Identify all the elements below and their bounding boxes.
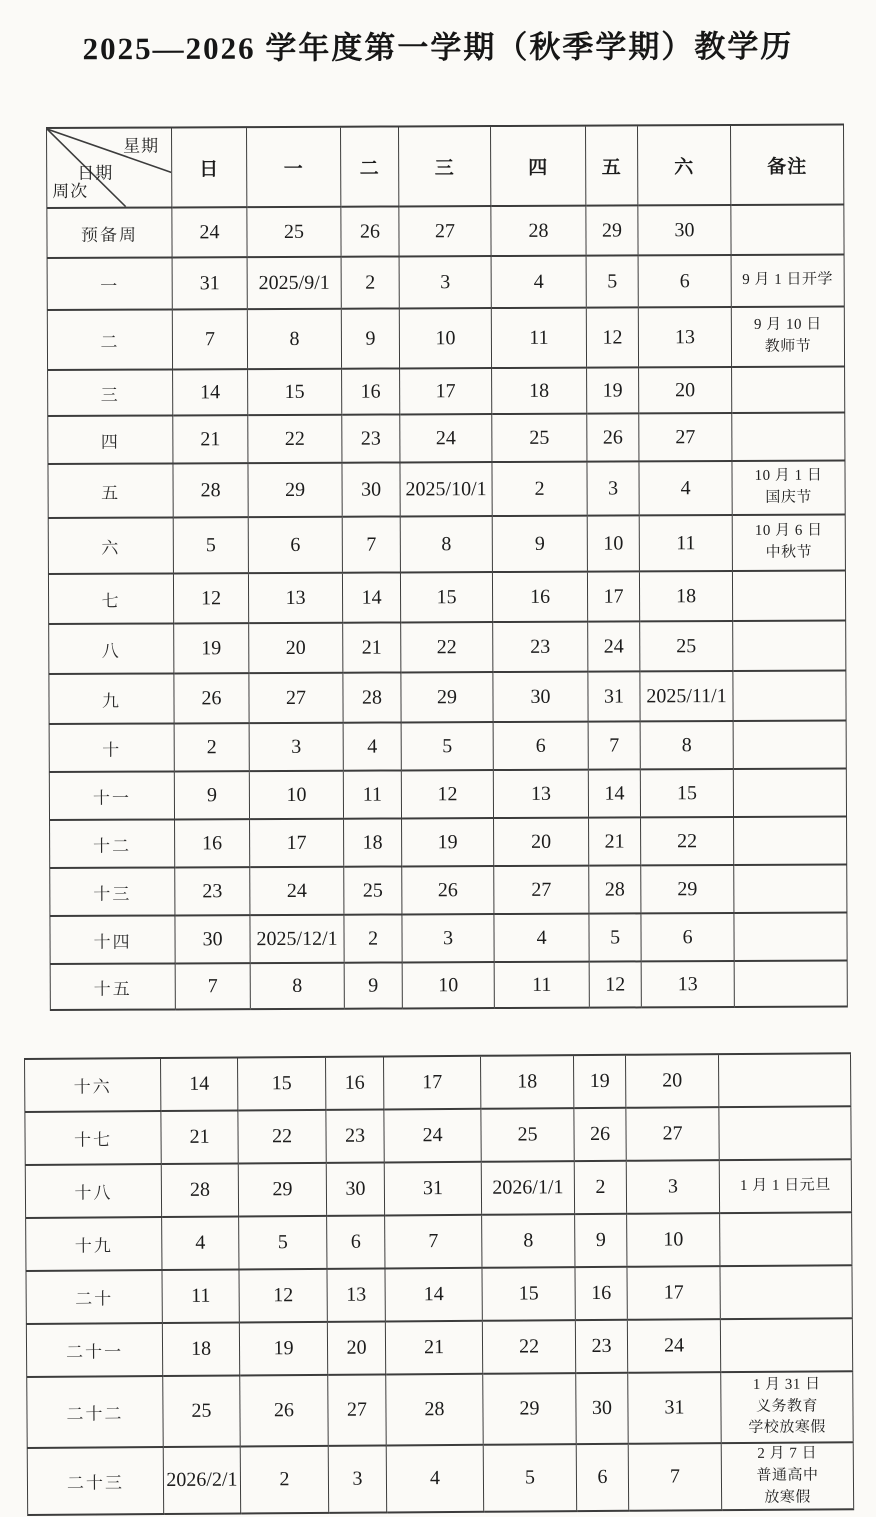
day-cell: 20 (625, 1054, 718, 1108)
day-cell: 21 (343, 622, 401, 672)
day-cell: 31 (628, 1372, 721, 1444)
week-label: 十七 (25, 1111, 161, 1165)
day-cell: 19 (239, 1322, 327, 1376)
header-row (47, 125, 844, 208)
day-cell: 22 (238, 1110, 326, 1164)
day-cell: 20 (249, 623, 343, 673)
week-label: 九 (49, 673, 174, 724)
day-cell: 11 (162, 1270, 239, 1324)
week-label: 七 (48, 573, 173, 624)
day-cell: 7 (588, 721, 640, 769)
day-cell: 27 (639, 413, 732, 461)
calendar-table-upper (46, 124, 848, 1011)
day-cell: 24 (400, 414, 492, 462)
day-cell: 28 (343, 672, 401, 722)
week-label: 二 (47, 309, 172, 370)
notes-header: 备注 (730, 125, 843, 205)
day-header-fri: 五 (585, 125, 637, 205)
week-label: 六 (48, 517, 173, 574)
corner-weekno-label: 周次 (52, 181, 89, 201)
day-cell: 6 (493, 722, 588, 770)
day-cell: 2025/11/1 (640, 671, 733, 721)
table-row (48, 461, 845, 518)
day-cell: 5 (173, 517, 248, 573)
note-cell (734, 961, 847, 1007)
week-label: 五 (48, 463, 173, 518)
week-label: 十 (49, 723, 174, 772)
week-label: 二十 (26, 1270, 162, 1324)
note-cell: 2 月 7 日 普通高中 放寒假 (721, 1442, 853, 1510)
day-cell: 11 (494, 962, 589, 1008)
day-cell: 25 (247, 207, 341, 257)
day-cell: 5 (586, 255, 638, 307)
note-cell (731, 205, 844, 255)
note-cell (720, 1212, 852, 1266)
day-cell: 11 (639, 515, 732, 571)
week-label: 十五 (50, 963, 175, 1010)
day-cell: 24 (384, 1109, 481, 1163)
day-cell: 7 (175, 963, 250, 1009)
day-cell: 25 (640, 621, 733, 671)
day-cell: 10 (399, 308, 491, 368)
day-cell: 10 (402, 962, 494, 1008)
table-row (50, 961, 847, 1010)
day-cell: 22 (401, 622, 493, 672)
day-cell: 27 (494, 866, 589, 914)
table-row (25, 1053, 851, 1112)
day-cell: 24 (172, 207, 247, 257)
note-cell (733, 721, 846, 769)
day-cell: 27 (399, 206, 491, 256)
day-cell: 4 (162, 1217, 239, 1271)
day-header-mon: 一 (247, 127, 341, 207)
day-cell: 2 (174, 723, 249, 771)
day-cell: 23 (326, 1109, 384, 1162)
day-cell: 30 (326, 1162, 384, 1215)
day-cell: 5 (401, 722, 493, 770)
day-cell: 25 (492, 414, 587, 462)
day-cell: 2 (341, 256, 399, 308)
day-cell: 16 (575, 1267, 627, 1320)
day-cell: 10 (249, 771, 343, 819)
table-row (26, 1212, 852, 1271)
day-cell: 17 (587, 571, 639, 621)
day-cell: 22 (641, 817, 734, 865)
day-cell: 23 (175, 867, 250, 915)
note-cell: 10 月 6 日 中秋节 (732, 515, 845, 571)
note-cell (720, 1318, 852, 1372)
day-cell: 25 (344, 866, 402, 914)
day-cell: 26 (587, 413, 639, 461)
day-cell: 12 (173, 573, 248, 623)
day-cell: 8 (640, 721, 733, 769)
day-cell: 28 (173, 463, 248, 517)
note-cell (733, 769, 846, 817)
day-cell: 30 (493, 672, 588, 722)
day-cell: 24 (588, 621, 640, 671)
day-cell: 31 (384, 1162, 481, 1216)
day-header-sat: 六 (637, 125, 730, 205)
day-cell: 10 (587, 515, 639, 571)
day-cell: 3 (249, 723, 343, 771)
day-cell: 7 (172, 309, 247, 369)
day-cell: 2 (492, 462, 587, 516)
note-cell (720, 1265, 852, 1319)
day-cell: 15 (238, 1057, 326, 1111)
day-cell: 10 (627, 1213, 720, 1267)
table-row (49, 621, 846, 674)
page-title: 2025—2026 学年度第一学期（秋季学期）教学历 (82, 28, 794, 67)
table-row (47, 307, 844, 370)
day-cell: 30 (342, 462, 400, 516)
table-row (27, 1442, 853, 1515)
day-cell: 21 (385, 1321, 482, 1375)
day-cell: 26 (402, 866, 494, 914)
day-cell: 4 (639, 461, 732, 515)
note-cell (734, 817, 847, 865)
week-label: 十三 (50, 867, 175, 916)
week-label: 一 (47, 257, 172, 310)
table-row (27, 1371, 853, 1448)
table-row (48, 413, 845, 464)
day-cell: 22 (248, 415, 342, 463)
week-label: 十六 (25, 1058, 161, 1112)
header-corner-cell (47, 127, 172, 208)
day-cell: 14 (173, 369, 248, 415)
day-cell: 16 (175, 819, 250, 867)
day-cell: 17 (627, 1266, 720, 1320)
day-cell: 17 (400, 368, 492, 414)
day-cell: 13 (493, 770, 588, 818)
day-cell: 6 (638, 255, 731, 307)
week-label: 二十二 (27, 1376, 163, 1448)
table-row (25, 1106, 851, 1165)
day-cell: 9 (341, 308, 399, 368)
week-label: 三 (48, 369, 173, 416)
calendar-body-lower (25, 1053, 854, 1515)
day-cell: 24 (250, 867, 344, 915)
week-label: 四 (48, 415, 173, 464)
week-label: 预备周 (47, 207, 172, 258)
week-label: 八 (49, 623, 174, 674)
table-row (48, 367, 845, 416)
day-cell: 15 (400, 572, 492, 622)
day-cell: 7 (385, 1215, 482, 1269)
day-cell: 24 (627, 1319, 720, 1373)
day-cell: 4 (386, 1445, 483, 1513)
day-cell: 29 (238, 1163, 326, 1217)
day-cell: 14 (342, 572, 400, 622)
note-cell (719, 1106, 851, 1160)
table-row (26, 1265, 852, 1324)
day-cell: 27 (249, 673, 343, 723)
day-cell: 3 (587, 461, 639, 515)
day-cell: 15 (640, 769, 733, 817)
day-cell: 8 (250, 963, 344, 1009)
day-cell: 2026/1/1 (481, 1161, 574, 1215)
day-cell: 25 (481, 1108, 574, 1162)
note-cell: 1 月 1 日元旦 (719, 1159, 851, 1213)
day-cell: 3 (626, 1160, 719, 1214)
day-cell: 4 (494, 914, 589, 962)
day-cell: 12 (589, 961, 641, 1007)
day-cell: 4 (343, 722, 401, 770)
day-cell: 2 (240, 1446, 328, 1514)
note-cell (718, 1053, 850, 1107)
day-cell: 7 (628, 1443, 721, 1511)
day-cell: 26 (574, 1108, 626, 1161)
day-cell: 12 (586, 307, 638, 367)
day-cell: 31 (172, 257, 247, 309)
day-cell: 19 (402, 818, 494, 866)
table-row (48, 515, 845, 574)
day-cell: 22 (482, 1320, 575, 1374)
day-cell: 11 (343, 770, 401, 818)
day-cell: 30 (638, 205, 731, 255)
note-cell (733, 671, 846, 721)
day-cell: 3 (399, 256, 491, 308)
day-cell: 28 (491, 206, 586, 256)
day-cell: 19 (587, 367, 639, 413)
day-cell: 13 (248, 573, 342, 623)
calendar-body-upper (47, 205, 847, 1010)
day-header-sun: 日 (172, 127, 247, 207)
corner-date-label: 日期 (77, 163, 114, 183)
note-cell (734, 913, 847, 961)
week-label: 二十一 (26, 1323, 162, 1377)
week-label: 十四 (50, 915, 175, 964)
note-cell: 1 月 31 日 义务教育 学校放寒假 (721, 1371, 853, 1443)
day-header-tue: 二 (341, 126, 399, 206)
day-cell: 5 (239, 1216, 327, 1270)
week-label: 十一 (49, 771, 174, 820)
day-cell: 29 (586, 205, 638, 255)
day-cell: 7 (342, 516, 400, 572)
day-cell: 8 (247, 309, 341, 369)
note-cell (732, 367, 845, 413)
day-cell: 29 (248, 463, 342, 517)
day-cell: 28 (589, 865, 641, 913)
day-cell: 13 (327, 1268, 385, 1321)
day-cell: 21 (589, 817, 641, 865)
note-cell (732, 413, 845, 461)
day-cell: 14 (588, 769, 640, 817)
note-cell: 10 月 1 日 国庆节 (732, 461, 845, 515)
day-cell: 13 (641, 961, 734, 1007)
table-row (25, 1159, 851, 1218)
day-cell: 18 (344, 818, 402, 866)
corner-week-label: 星期 (123, 136, 160, 156)
day-cell: 2025/10/1 (400, 462, 492, 516)
day-cell: 19 (573, 1055, 625, 1108)
day-cell: 9 (492, 516, 587, 572)
week-label: 二十三 (27, 1447, 163, 1515)
day-cell: 26 (240, 1375, 328, 1447)
day-header-thu: 四 (491, 126, 586, 206)
day-cell: 27 (626, 1107, 719, 1161)
day-cell: 3 (402, 914, 494, 962)
table-row (50, 913, 847, 964)
day-cell: 14 (161, 1058, 238, 1112)
day-cell: 9 (575, 1214, 627, 1267)
table-row (49, 721, 846, 772)
day-cell: 8 (482, 1214, 575, 1268)
day-cell: 20 (639, 367, 732, 413)
day-cell: 25 (163, 1376, 240, 1448)
day-cell: 19 (174, 623, 249, 673)
day-cell: 2026/2/1 (163, 1447, 240, 1515)
day-cell: 20 (494, 818, 589, 866)
table-row (50, 865, 847, 916)
day-cell: 29 (483, 1373, 576, 1445)
day-cell: 8 (400, 516, 492, 572)
day-cell: 28 (386, 1374, 483, 1446)
day-cell: 18 (162, 1323, 239, 1377)
day-cell: 13 (638, 307, 731, 367)
day-cell: 29 (401, 672, 493, 722)
day-cell: 2025/9/1 (247, 257, 341, 309)
day-cell: 5 (483, 1444, 576, 1512)
note-cell: 9 月 10 日 教师节 (731, 307, 844, 367)
table-row (26, 1318, 852, 1377)
note-cell (732, 571, 845, 621)
day-cell: 26 (174, 673, 249, 723)
day-cell: 2025/12/1 (250, 915, 344, 963)
day-cell: 21 (161, 1111, 238, 1165)
note-cell: 9 月 1 日开学 (731, 255, 844, 307)
day-cell: 27 (328, 1374, 386, 1445)
table-row (50, 817, 847, 868)
day-cell: 31 (588, 671, 640, 721)
day-cell: 6 (327, 1215, 385, 1268)
day-cell: 17 (250, 819, 344, 867)
day-cell: 20 (327, 1321, 385, 1374)
table-row (49, 671, 846, 724)
day-cell: 30 (576, 1373, 628, 1444)
table-row (48, 571, 845, 624)
calendar-table-lower (24, 1052, 854, 1516)
day-cell: 28 (161, 1164, 238, 1218)
note-cell (733, 621, 846, 671)
table-row (47, 255, 844, 310)
table-row (49, 769, 846, 820)
week-label: 十九 (26, 1217, 162, 1271)
note-cell (734, 865, 847, 913)
day-cell: 15 (482, 1267, 575, 1321)
day-cell: 30 (175, 915, 250, 963)
day-cell: 12 (401, 770, 493, 818)
day-cell: 18 (492, 368, 587, 414)
day-cell: 14 (385, 1268, 482, 1322)
day-cell: 12 (239, 1269, 327, 1323)
day-cell: 26 (341, 206, 399, 256)
day-cell: 29 (641, 865, 734, 913)
day-header-wed: 三 (399, 126, 491, 206)
day-cell: 6 (641, 913, 734, 961)
day-cell: 6 (576, 1444, 628, 1512)
day-cell: 18 (480, 1055, 573, 1109)
day-cell: 9 (174, 771, 249, 819)
day-cell: 6 (248, 517, 342, 573)
day-cell: 23 (575, 1320, 627, 1373)
day-cell: 18 (639, 571, 732, 621)
day-cell: 3 (328, 1445, 386, 1513)
day-cell: 16 (342, 368, 400, 414)
day-cell: 2 (574, 1161, 626, 1214)
week-label: 十二 (50, 819, 175, 868)
table-row (47, 205, 844, 258)
day-cell: 16 (492, 572, 587, 622)
day-cell: 16 (325, 1056, 383, 1109)
day-cell: 23 (342, 414, 400, 462)
week-label: 十八 (25, 1164, 161, 1218)
day-cell: 23 (493, 622, 588, 672)
day-cell: 11 (491, 308, 586, 368)
day-cell: 5 (589, 913, 641, 961)
day-cell: 15 (248, 369, 342, 415)
day-cell: 9 (344, 962, 402, 1008)
day-cell: 17 (383, 1056, 480, 1110)
day-cell: 21 (173, 415, 248, 463)
day-cell: 2 (344, 914, 402, 962)
day-cell: 4 (491, 256, 586, 308)
